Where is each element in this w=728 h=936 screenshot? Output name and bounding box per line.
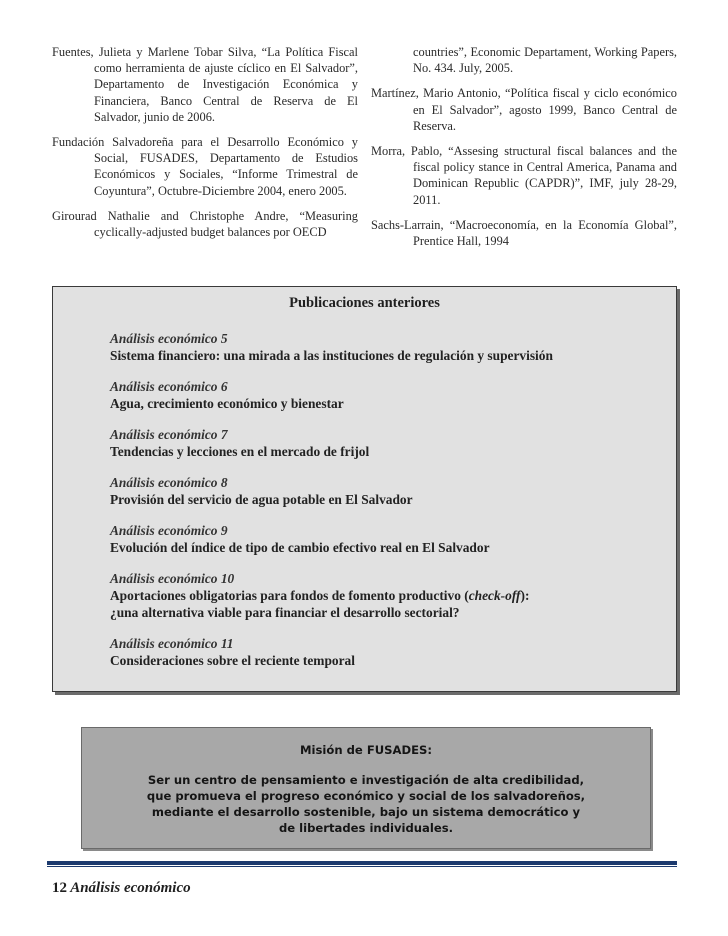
publication-item xyxy=(110,522,650,556)
mission-title: Misión de FUSADES: xyxy=(299,743,433,757)
publication-item xyxy=(110,330,650,364)
publications-list xyxy=(110,330,650,669)
reference-entry: Fuentes, Julieta y Marlene Tobar Silva, “La Política Fiscal como herramienta de ajuste cíclico en El Salvador”, Departamento de Investigación Económica y Financiera, Banco Central de Reserva de El Salvador, junio de 2006. xyxy=(52,45,358,124)
reference-continuation: countries”, Economic Departament, Working Papers, No. 434. July, 2005. xyxy=(413,45,677,76)
publication-title-emphasis: check-off xyxy=(468,588,521,603)
publication-title: Evolución del índice de tipo de cambio efectivo real en El Salvador xyxy=(110,540,490,555)
reference-entry: Sachs-Larrain, “Macroeconomía, en la Economía Global”, Prentice Hall, 1994 xyxy=(371,217,677,249)
references-right-column xyxy=(371,44,677,258)
references-section xyxy=(52,44,677,258)
publication-label: Análisis económico 9 xyxy=(110,523,228,538)
publication-item xyxy=(110,474,650,508)
publication-label: Análisis económico 5 xyxy=(110,331,228,346)
mission-line: que promueva el progreso económico y social de los salvadoreños, xyxy=(146,789,586,803)
publication-label: Análisis económico 8 xyxy=(110,475,228,490)
mission-line: de libertades individuales. xyxy=(278,821,454,835)
publication-title xyxy=(110,587,650,604)
publication-title-part: ): xyxy=(520,588,530,603)
publication-title: Provisión del servicio de agua potable en El Salvador xyxy=(110,492,413,507)
publication-label: Análisis económico 10 xyxy=(110,571,235,586)
publication-title: Consideraciones sobre el reciente temporal xyxy=(110,653,355,668)
mission-line: mediante el desarrollo sostenible, bajo un sistema democrático y xyxy=(151,805,581,819)
publication-label: Análisis económico 6 xyxy=(110,379,228,394)
publication-item xyxy=(110,378,650,412)
footer-rule-thin xyxy=(47,866,677,867)
page-number: 12 xyxy=(52,880,67,896)
publication-item xyxy=(110,635,650,669)
publication-title: Tendencias y lecciones en el mercado de frijol xyxy=(110,444,370,459)
references-left-column xyxy=(52,44,358,258)
mission-line: Ser un centro de pensamiento e investigación de alta credibilidad, xyxy=(147,773,585,787)
publication-item xyxy=(110,426,650,460)
reference-entry: Fundación Salvadoreña para el Desarrollo Económico y Social, FUSADES, Departamento de Estudios Económicos y Sociales, “Informe Trimestral de Coyuntura”, Octubre-Diciembre 2004, enero 2005. xyxy=(52,135,358,198)
publications-heading: Publicaciones anteriores xyxy=(289,295,440,311)
page-footer xyxy=(52,880,191,897)
publication-name: Análisis económico xyxy=(70,880,191,896)
publication-title-part: Aportaciones obligatorias para fondos de fomento productivo ( xyxy=(110,588,469,603)
previous-publications-box xyxy=(52,286,677,692)
publication-label: Análisis económico 7 xyxy=(110,427,228,442)
footer-rule xyxy=(47,861,677,865)
publication-title-line2: ¿una alternativa viable para financiar el desarrollo sectorial? xyxy=(110,605,460,620)
publication-title: Agua, crecimiento económico y bienestar xyxy=(110,396,344,411)
publication-item xyxy=(110,570,650,621)
reference-entry: Morra, Pablo, “Assesing structural fiscal balances and the fiscal policy stance in Central America, Panama and Dominican Republic (CAPDR)”, IMF, july 28-29, 2011. xyxy=(371,144,677,207)
reference-entry: Martínez, Mario Antonio, “Política fiscal y ciclo económico en El Salvador”, agosto 1999, Banco Central de Reserva. xyxy=(371,86,677,133)
publication-title: Sistema financiero: una mirada a las instituciones de regulación y supervisión xyxy=(110,348,553,363)
publication-label: Análisis económico 11 xyxy=(110,636,234,651)
mission-box xyxy=(81,727,651,849)
mission-statement xyxy=(82,772,650,836)
reference-entry: Girourad Nathalie and Christophe Andre, “Measuring cyclically-adjusted budget balances por OECD xyxy=(52,208,358,240)
